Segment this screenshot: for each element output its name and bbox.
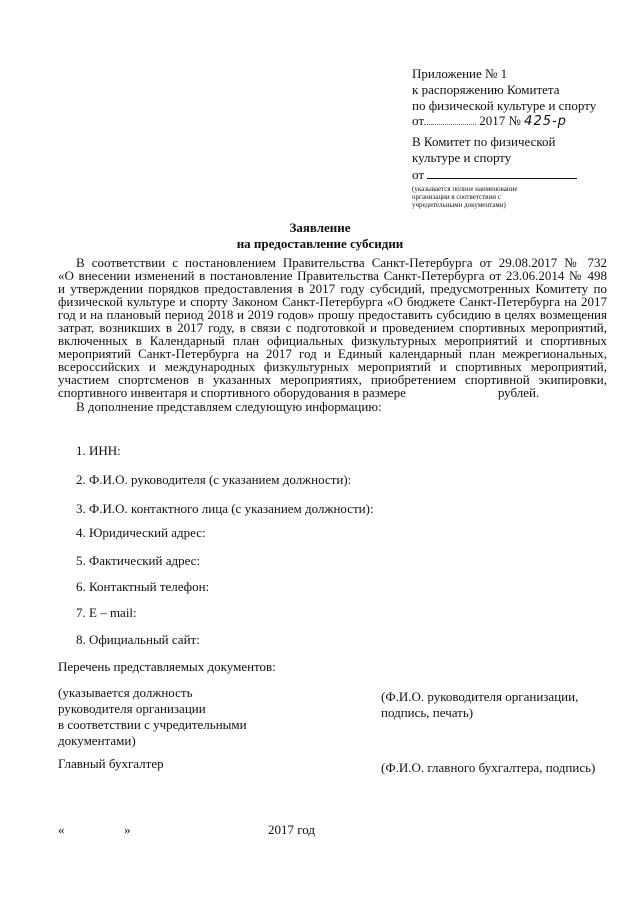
date-prefix: от: [412, 113, 425, 128]
item-inn: 1. ИНН:: [76, 443, 121, 458]
body-paragraph: [58, 256, 607, 399]
date-open-quote: «: [58, 822, 65, 837]
signature-left-line-3: в соответствии с учредительными: [58, 717, 247, 732]
signature-left-line-2: руководителя организации: [58, 701, 206, 716]
appendix-number: Приложение № 1: [412, 66, 508, 81]
item-email: 7. E – mail:: [76, 605, 137, 620]
signature-right-line-2: подпись, печать): [381, 705, 474, 720]
addressee-note-3: учредительными документами): [412, 201, 506, 209]
date-year: 2017 год: [268, 822, 315, 837]
body-line-4: физической культуре и спорту Законом Санкт-Петербурга «О бюджете Санкт-Петербурга на 2017: [58, 294, 607, 309]
item-actual-address: 5. Фактический адрес:: [76, 553, 201, 568]
addressee-note-1: (указывается полное наименование: [412, 185, 518, 193]
date-smudge: ...: [424, 114, 476, 125]
appendix-date-number: [412, 113, 567, 130]
item-phone: 6. Контактный телефон:: [76, 579, 210, 594]
handwritten-number: 425-р: [524, 114, 567, 129]
appendix-line-3: по физической культуре и спорту: [412, 98, 597, 113]
body-line-10: участием спортсменов в указанных мероприятиях, приобретением спортивной экипировки,: [58, 372, 607, 387]
signature-right-line-1: (Ф.И.О. руководителя организации,: [381, 689, 579, 704]
date-year-number: 2017 №: [479, 113, 521, 128]
item-director: 2. Ф.И.О. руководителя (с указанием должности):: [76, 472, 352, 487]
signature-left-line-4: документами): [58, 733, 136, 748]
additional-info-intro: В дополнение представляем следующую информацию:: [76, 399, 382, 414]
body-line-1: В соответствии с постановлением Правительства Санкт-Петербурга от 29.08.2017 № 732: [76, 255, 607, 270]
body-line-11: [58, 386, 607, 399]
body-line-3: и утверждении порядков предоставления в 2017 году субсидий, предусмотренных Комитету по: [58, 281, 607, 296]
addressee-note-2: организации в соответствии с: [412, 193, 501, 201]
addressee-from-label: от: [412, 167, 425, 182]
body-line-2: «О внесении изменений в постановление Правительства Санкт-Петербурга от 23.06.2014 № 498: [58, 268, 607, 283]
chief-accountant-label: Главный бухгалтер: [58, 756, 164, 771]
date-close-quote: »: [124, 822, 131, 837]
body-line-5: год и на плановый период 2018 и 2019 годов» прошу предоставить субсидию в целях возмещения: [58, 307, 607, 322]
signature-left: [58, 685, 247, 749]
document-subtitle: на предоставление субсидии: [236, 236, 404, 251]
body-line-7: включенных в Календарный план официальных физкультурных мероприятий и спортивных: [58, 333, 607, 348]
addressee-from-field: [427, 178, 577, 179]
documents-list-heading: Перечень представляемых документов:: [58, 659, 276, 674]
body-last-end: рублей.: [497, 385, 540, 400]
document-title: Заявление: [289, 220, 351, 235]
body-line-9: всероссийских и международных физкультурных мероприятий и спортивных мероприятий,: [58, 359, 607, 374]
body-last-start: спортивного инвентаря и спортивного оборудования в размере: [58, 385, 406, 400]
item-legal-address: 4. Юридический адрес:: [76, 525, 206, 540]
signature-left-line-1: (указывается должность: [58, 685, 193, 700]
chief-accountant-signature: (Ф.И.О. главного бухгалтера, подпись): [381, 760, 596, 775]
body-line-8: мероприятий Санкт-Петербурга на 2017 год и Единый календарный план межрегиональных,: [58, 346, 607, 361]
addressee-line-2: культуре и спорту: [412, 150, 512, 165]
item-contact-person: 3. Ф.И.О. контактного лица (с указанием должности):: [76, 501, 374, 516]
addressee-line-1: В Комитет по физической: [412, 134, 556, 149]
body-line-6: затрат, возникших в 2017 году, в связи с подготовкой и проведением спортивных мероприятий,: [58, 320, 607, 335]
item-website: 8. Официальный сайт:: [76, 632, 200, 647]
signature-right: [381, 689, 578, 721]
addressee-from: [412, 167, 577, 183]
appendix-line-2: к распоряжению Комитета: [412, 82, 560, 97]
